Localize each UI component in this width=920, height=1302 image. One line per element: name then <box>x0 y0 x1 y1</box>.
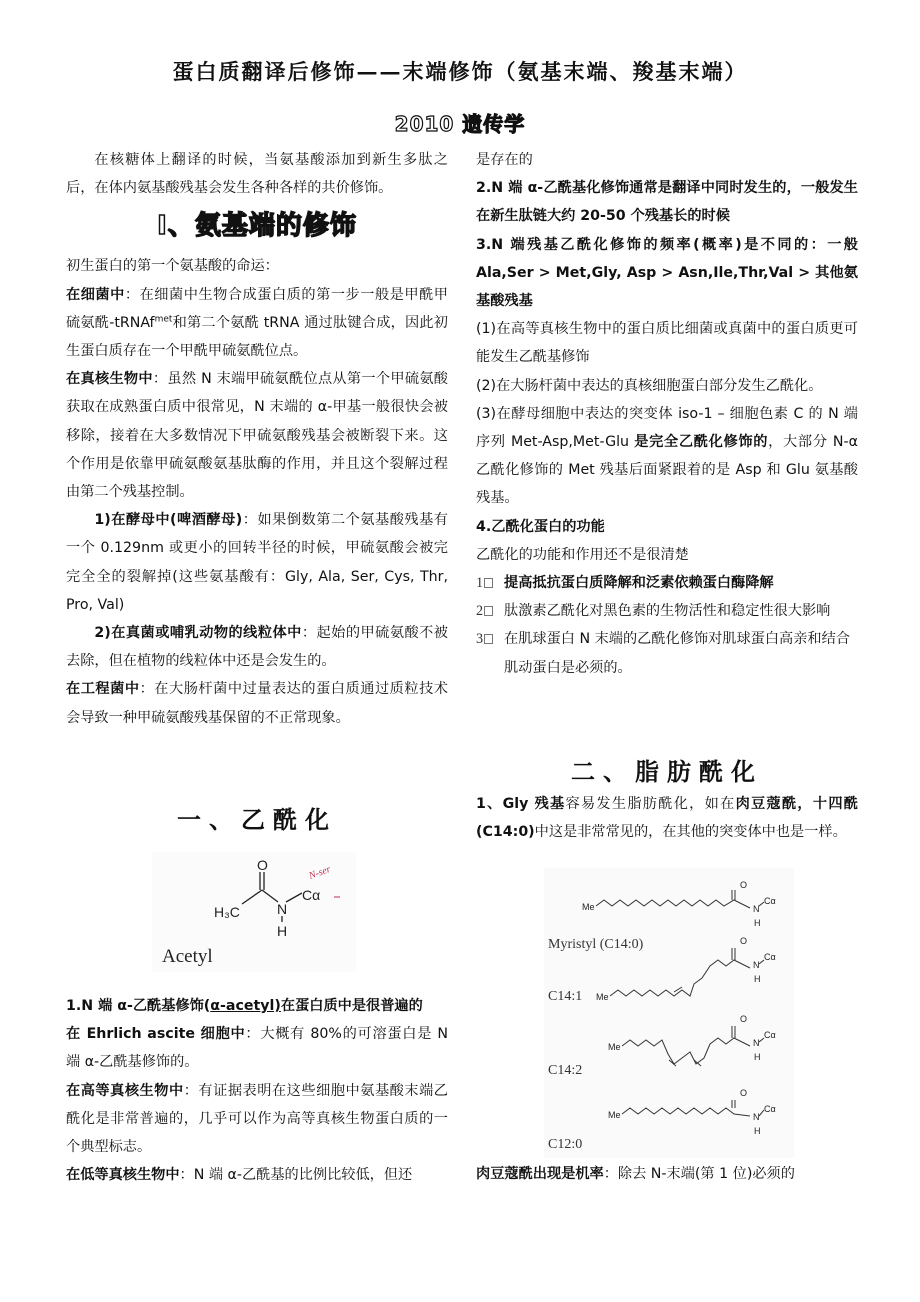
sub3-text-a: (3)在酵母细胞中表达的突变体 iso-1 – 细胞色素 C 的 N 端序列 Met-Asp,Met-Glu <box>476 405 858 451</box>
ehrlich-text: ：大概有 80%的可溶蛋白是 N 端 α-乙酰基修饰的。 <box>66 1026 448 1071</box>
lower-euk-text: ：N 端 α-乙酰基的比例比较低，但还 <box>179 1167 413 1184</box>
function-list-item <box>476 597 858 625</box>
point2-paragraph: 2.N 端 α-乙酰基化修饰通常是翻译中同时发生的，一般发生在新生肽链大约 20-50 个残基长的时候 <box>476 180 858 225</box>
svg-text:C14:1: C14:1 <box>548 989 583 1004</box>
gly-text-c: 中这是非常常见的，在其他的突变体中也是一样。 <box>534 824 847 841</box>
section-heading-acetylation: 一、乙酰化 <box>177 805 337 834</box>
yeast-label: 1)在酵母中(啤酒酵母) <box>94 512 243 529</box>
point1-prefix: 1.N 端 α-乙酰基修饰( <box>66 998 211 1014</box>
acetyl-structure-icon <box>152 852 356 972</box>
mito-paragraph <box>66 619 448 675</box>
lower-euk-paragraph <box>66 1161 448 1189</box>
svg-text:O: O <box>740 1088 748 1098</box>
svg-text:N: N <box>753 1038 760 1048</box>
page-subtitle: 2010 遗传学 <box>394 112 526 136</box>
function-text: 肽激素乙酰化对黑色素的生物活性和稳定性很大影响 <box>504 603 831 620</box>
svg-text:C12:0: C12:0 <box>548 1137 583 1152</box>
myristoyl-label: 肉豆蔻酰出现是机率 <box>476 1166 604 1182</box>
svg-text:Me: Me <box>582 902 595 912</box>
bacteria-text-a: ：在细菌中生物合成蛋白质的第一步一般是甲酰甲硫氨酰-tRNAf <box>66 286 448 331</box>
svg-text:Cα: Cα <box>764 1104 776 1114</box>
eukaryote-label: 在真核生物中 <box>66 371 153 388</box>
left-column-bottom <box>66 992 448 1189</box>
eukaryote-paragraph <box>66 365 448 506</box>
svg-text:Me: Me <box>608 1110 621 1120</box>
svg-text:O: O <box>740 936 748 946</box>
svg-text:H: H <box>754 1052 761 1062</box>
bacteria-paragraph <box>66 281 448 366</box>
gly-paragraph <box>476 790 858 846</box>
svg-text:H₃C: H₃C <box>214 904 240 920</box>
point1-suffix: 在蛋白质中是很普遍的 <box>280 998 423 1014</box>
yeast-text: ：如果倒数第二个氨基酸残基有一个 0.129nm 或更小的回转半径的时候，甲硫氨酸会被完完全全的裂解掉(这些氨基酸有：Gly, Ala, Ser, Cys, Thr, Pro, Val) <box>66 512 448 613</box>
eukaryote-text: ：虽然 N 末端甲硫氨酰位点从第一个甲硫氨酸获取在成熟蛋白质中很常见，N 末端的 α-甲基一般很快会被移除，接着在大多数情况下甲硫氨酸残基会被断裂下来。这个作用是依靠甲硫氨酸氨基肽酶的作用，并且这个裂解过程由第二个残基控制。 <box>66 371 448 501</box>
fatty-acyl-structures-figure <box>544 868 794 1158</box>
svg-text:N: N <box>277 901 288 917</box>
yeast-paragraph <box>66 506 448 619</box>
svg-text:Myristyl (C14:0): Myristyl (C14:0) <box>548 937 644 952</box>
intro-paragraph: 在核糖体上翻译的时候，当氨基酸添加到新生多肽之后，在体内氨基酸残基会发生各种各样的共价修饰。 <box>66 152 448 197</box>
sub2-paragraph: (2)在大肠杆菌中表达的真核细胞蛋白部分发生乙酰化。 <box>476 377 823 394</box>
alpha-acetyl-link: α-acetyl) <box>210 998 281 1014</box>
svg-text:H: H <box>754 1126 761 1136</box>
function-list-item <box>476 569 858 597</box>
point3-paragraph: 3.N 端残基乙酰化修饰的频率(概率)是不同的：一般 Ala,Ser > Met,Gly, Asp > Asn,Ile,Thr,Val > 其他氨基酸残基 <box>476 236 858 310</box>
myristoyl-text: ：除去 N-末端(第 1 位)必须的 <box>603 1166 795 1182</box>
svg-text:Acetyl: Acetyl <box>162 946 213 967</box>
sub1-paragraph: (1)在高等真核生物中的蛋白质比细菌或真菌中的蛋白质更可能发生乙酰基修饰 <box>476 321 858 366</box>
left-column <box>66 146 448 732</box>
svg-text:N: N <box>753 904 760 914</box>
function-text: 提高抵抗蛋白质降解和泛素依赖蛋白酶降解 <box>504 575 774 592</box>
list-number: 1 <box>476 569 504 597</box>
right-column-myristoyl <box>476 1160 858 1188</box>
svg-text:Cα: Cα <box>764 952 776 962</box>
acetyl-structure-figure <box>152 852 356 972</box>
higher-euk-paragraph <box>66 1077 448 1162</box>
checkbox-glyph-icon <box>484 606 493 616</box>
ehrlich-paragraph <box>66 1020 448 1076</box>
svg-text:H: H <box>754 974 761 984</box>
svg-text:N: N <box>753 1112 760 1122</box>
sub3-text-c: ，大部分 N-α 乙酰化修饰的 Met 残基后面紧跟着的是 Asp 和 Glu 氨基酸残基。 <box>476 434 858 507</box>
list-number: 2 <box>476 597 504 625</box>
engineered-label: 在工程菌中 <box>66 681 140 698</box>
point4-heading: 4.乙酰化蛋白的功能 <box>476 518 605 535</box>
svg-text:O: O <box>740 1014 748 1024</box>
section-heading-n-terminal: I、氨基端的修饰 <box>157 211 357 242</box>
right-column <box>476 146 858 682</box>
mito-label: 2)在真菌或哺乳动物的线粒体中 <box>94 625 302 642</box>
gly-text-b: 肉豆蔻酰，十四酰(C14:0) <box>476 796 858 841</box>
fate-label: 初生蛋白的第一个氨基酸的命运： <box>66 258 279 275</box>
svg-text:Cα: Cα <box>764 1030 776 1040</box>
svg-text:C14:2: C14:2 <box>548 1063 583 1078</box>
bacteria-label: 在细菌中 <box>66 286 125 303</box>
function-text: 在肌球蛋白 N 末端的乙酰化修饰对肌球蛋白高亲和结合肌动蛋白是必须的。 <box>504 631 850 676</box>
svg-text:H: H <box>277 923 288 939</box>
page-title: 蛋白质翻译后修饰——末端修饰（氨基末端、羧基末端） <box>172 59 748 84</box>
gly-text-a: 容易发生脂肪酰化，如在 <box>565 796 736 812</box>
fatty-acyl-structures-icon <box>544 868 794 1158</box>
svg-text:O: O <box>740 880 748 890</box>
mito-text: ：起始的甲硫氨酸不被去除，但在植物的线粒体中还是会发生的。 <box>66 625 448 670</box>
myristoyl-paragraph <box>476 1160 858 1188</box>
svg-text:N-ser: N-ser <box>307 863 333 882</box>
svg-text:Me: Me <box>596 992 609 1002</box>
engineered-paragraph <box>66 675 448 731</box>
higher-euk-text: ：有证据表明在这些细胞中氨基酸末端乙酰化是非常普遍的，几乎可以作为高等真核生物蛋白质的一个典型标志。 <box>66 1082 448 1156</box>
lower-euk-label: 在低等真核生物中 <box>66 1167 180 1184</box>
gly-label: 1、Gly 残基 <box>476 796 566 812</box>
continuation-text: 是存在的 <box>476 152 533 168</box>
svg-text:Me: Me <box>608 1042 621 1052</box>
right-column-gly <box>476 790 858 846</box>
bacteria-text-b: 和第二个氨酰 tRNA 通过肽键合成，因此初生蛋白质存在一个甲酰甲硫氨酰位点。 <box>66 314 448 360</box>
checkbox-glyph-icon <box>484 578 493 588</box>
section-heading-lipidation: 二、脂肪酰化 <box>571 757 763 786</box>
svg-text:H: H <box>754 918 761 928</box>
ehrlich-label: 在 Ehrlich ascite 细胞中 <box>66 1026 246 1043</box>
point1-paragraph <box>66 992 448 1020</box>
function-intro: 乙酰化的功能和作用还不是很清楚 <box>476 546 689 563</box>
checkbox-glyph-icon <box>484 634 493 644</box>
svg-text:O: O <box>257 857 268 873</box>
svg-text:Cα: Cα <box>302 887 321 903</box>
sub3-paragraph <box>476 400 858 513</box>
svg-text:N: N <box>753 960 760 970</box>
list-number: 3 <box>476 625 504 681</box>
sub3-text-b: 是完全乙酰化修饰的 <box>634 434 769 451</box>
function-list-item <box>476 625 858 681</box>
svg-text:Cα: Cα <box>764 896 776 906</box>
higher-euk-label: 在高等真核生物中 <box>66 1082 184 1099</box>
bacteria-sup: met <box>154 314 173 325</box>
engineered-text: ：在大肠杆菌中过量表达的蛋白质通过质粒技术会导致一种甲硫氨酸残基保留的不正常现象。 <box>66 681 448 726</box>
